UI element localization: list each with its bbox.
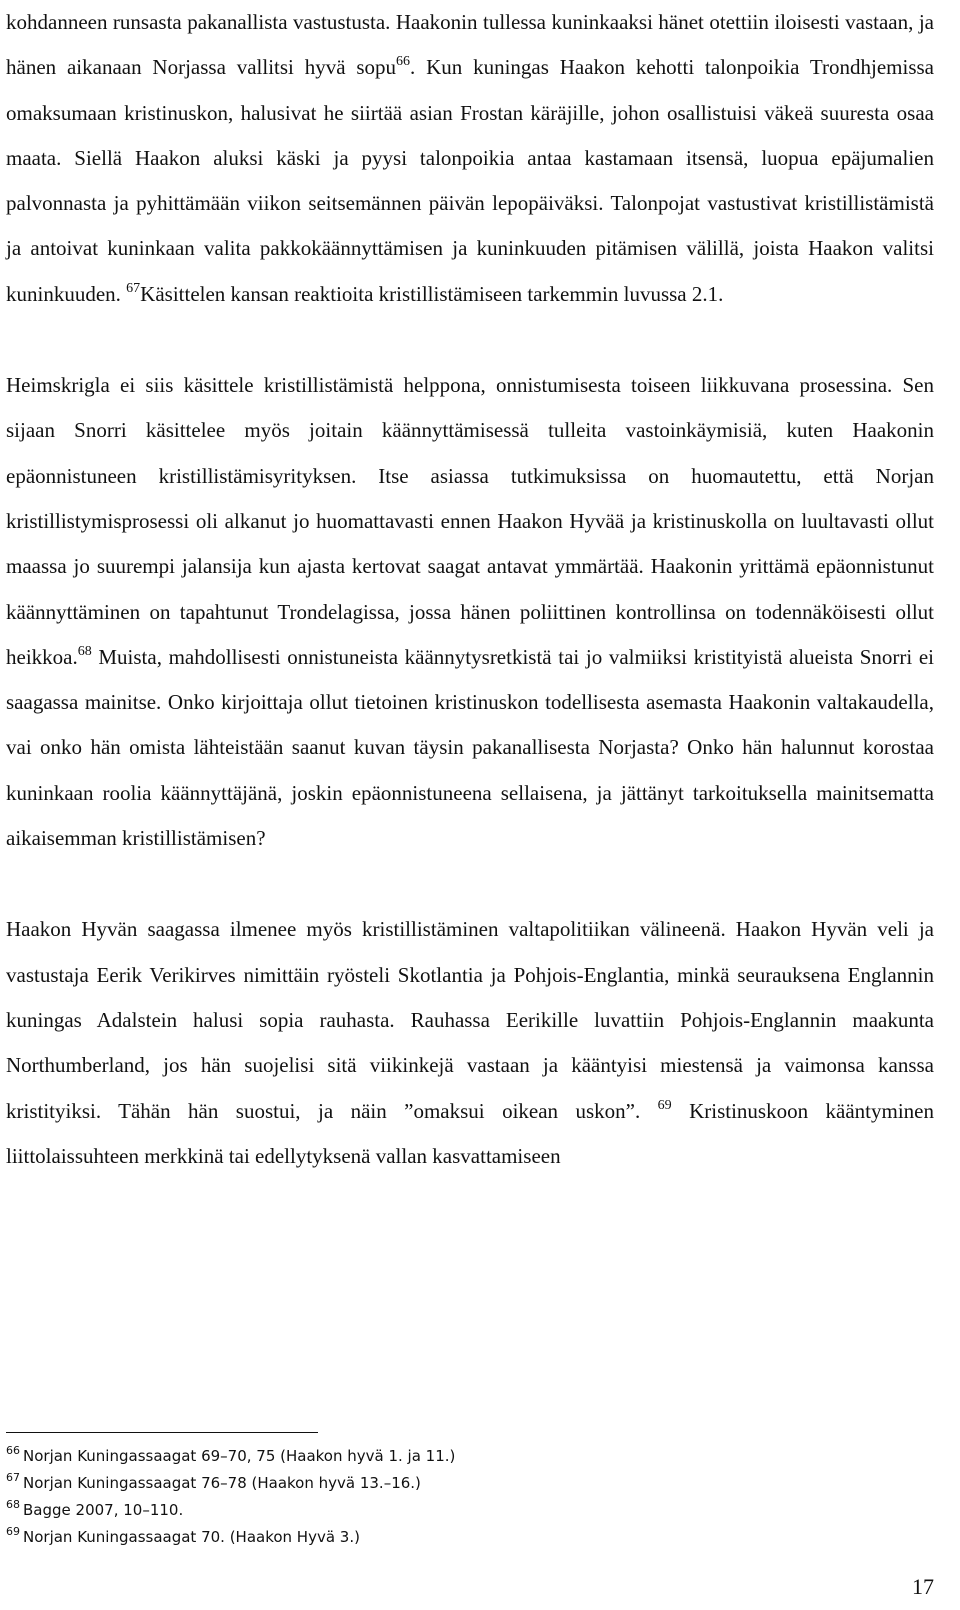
paragraph-text: Kristinuskoon kääntyminen liittolaissuhteen merkkinä tai edellytyksenä vallan kasvattamiseen [6, 1098, 934, 1168]
footnote-69 [6, 1524, 934, 1551]
footnotes [6, 1443, 934, 1551]
footnote-68 [6, 1497, 934, 1524]
footnote-text: Norjan Kuningassaagat 76–78 (Haakon hyvä 13.–16.) [23, 1474, 421, 1492]
footnote-number: 69 [6, 1525, 20, 1538]
footnote-67 [6, 1470, 934, 1497]
footnote-66 [6, 1443, 934, 1470]
footnote-number: 68 [6, 1498, 20, 1511]
paragraph-text: Haakon Hyvän saagassa ilmenee myös kristillistäminen valtapolitiikan välineenä. Haakon Hyvän veli ja vastustaja Eerik Verikirves nimittäin ryösteli Skotlantia ja Pohjois-Englantia, minkä seurauksena Englannin kuningas Adalstein halusi sopia rauhasta. Rauhassa Eerikille luvattiin Pohjois-Englannin maakunta Northumberland, jos hän suojelisi sitä viikinkejä vastaan ja kääntyisi miestensä ja vaimonsa kanssa kristityiksi. Tähän hän suostui, ja näin ”omaksui oikean uskon”. [6, 917, 934, 1123]
paragraph-2 [6, 363, 934, 861]
paragraph-3 [6, 907, 934, 1179]
paragraph-text: kohdanneen runsasta pakanallista vastustusta. Haakonin tullessa kuninkaaksi hänet otettiin iloisesti vastaan, ja hänen aikanaan Norjassa vallitsi hyvä sopu [6, 10, 934, 80]
footnote-text: Norjan Kuningassaagat 70. (Haakon Hyvä 3.) [23, 1528, 360, 1546]
document-page [6, 0, 934, 1179]
paragraph-text: Käsittelen kansan reaktioita kristillistämiseen tarkemmin luvussa 2.1. [140, 281, 724, 306]
paragraph-1 [6, 0, 934, 317]
paragraph-text: Muista, mahdollisesti onnistuneista käännytysretkistä tai jo valmiiksi kristityistä alueista Snorri ei saagassa mainitse. Onko kirjoittaja ollut tietoinen kristinuskon todellisesta asemasta Haakonin valtakaudella, vai onko hän omista lähteistään saanut kuvan täysin pakanallisesta Norjasta? Onko hän halunnut korostaa kuninkaan roolia käännyttäjänä, joskin epäonnistuneena sellaisena, ja jättänyt tarkoituksella mainitsematta aikaisemman kristillistämisen? [6, 644, 934, 851]
footnote-ref-69[interactable]: 69 [657, 1097, 672, 1113]
footnote-text: Bagge 2007, 10–110. [23, 1501, 184, 1519]
footnote-ref-67[interactable]: 67 [126, 280, 141, 296]
footnote-divider [6, 1432, 318, 1433]
page-number: 17 [912, 1574, 934, 1599]
footnote-text: Norjan Kuningassaagat 69–70, 75 (Haakon hyvä 1. ja 11.) [23, 1447, 456, 1465]
footnote-ref-68[interactable]: 68 [77, 643, 92, 659]
footnote-ref-66[interactable]: 66 [396, 54, 411, 70]
footnote-number: 66 [6, 1444, 20, 1457]
footnote-number: 67 [6, 1471, 20, 1484]
paragraph-text: Heimskrigla ei siis käsittele kristillistämistä helppona, onnistumisesta toiseen liikkuvana prosessina. Sen sijaan Snorri käsittelee myös joitain käännyttämisessä tulleita vastoinkäymisiä, kuten Haakonin epäonnistuneen kristillistämisyrityksen. Itse asiassa tutkimuksissa on huomautettu, että Norjan kristillistymisprosessi oli alkanut jo huomattavasti ennen Haakon Hyvää ja kristinuskolla on luultavasti ollut maassa jo suurempi jalansija kun ajasta kertovat saagat antavat ymmärtää. Haakonin yrittämä epäonnistunut käännyttäminen on tapahtunut Trondelagissa, jossa hänen poliittinen kontrollinsa on todennäköisesti ollut heikkoa. [6, 373, 934, 669]
paragraph-text: . Kun kuningas Haakon kehotti talonpoikia Trondhjemissa omaksumaan kristinuskon, halusivat he siirtää asian Frostan käräjille, johon osallistuisi väkeä suuresta osaa maata. Siellä Haakon aluksi käski ja pyysi talonpoikia antaa kastamaan itsensä, luopua epäjumalien palvonnasta ja pyhittämään viikon seitsemännen päivän lepopäiväksi. Talonpojat vastustivat kristillistämistä ja antoivat kuninkaan valita pakkokäännyttämisen ja kuninkuuden pitämisen välillä, joista Haakon valitsi kuninkuuden. [6, 55, 934, 306]
